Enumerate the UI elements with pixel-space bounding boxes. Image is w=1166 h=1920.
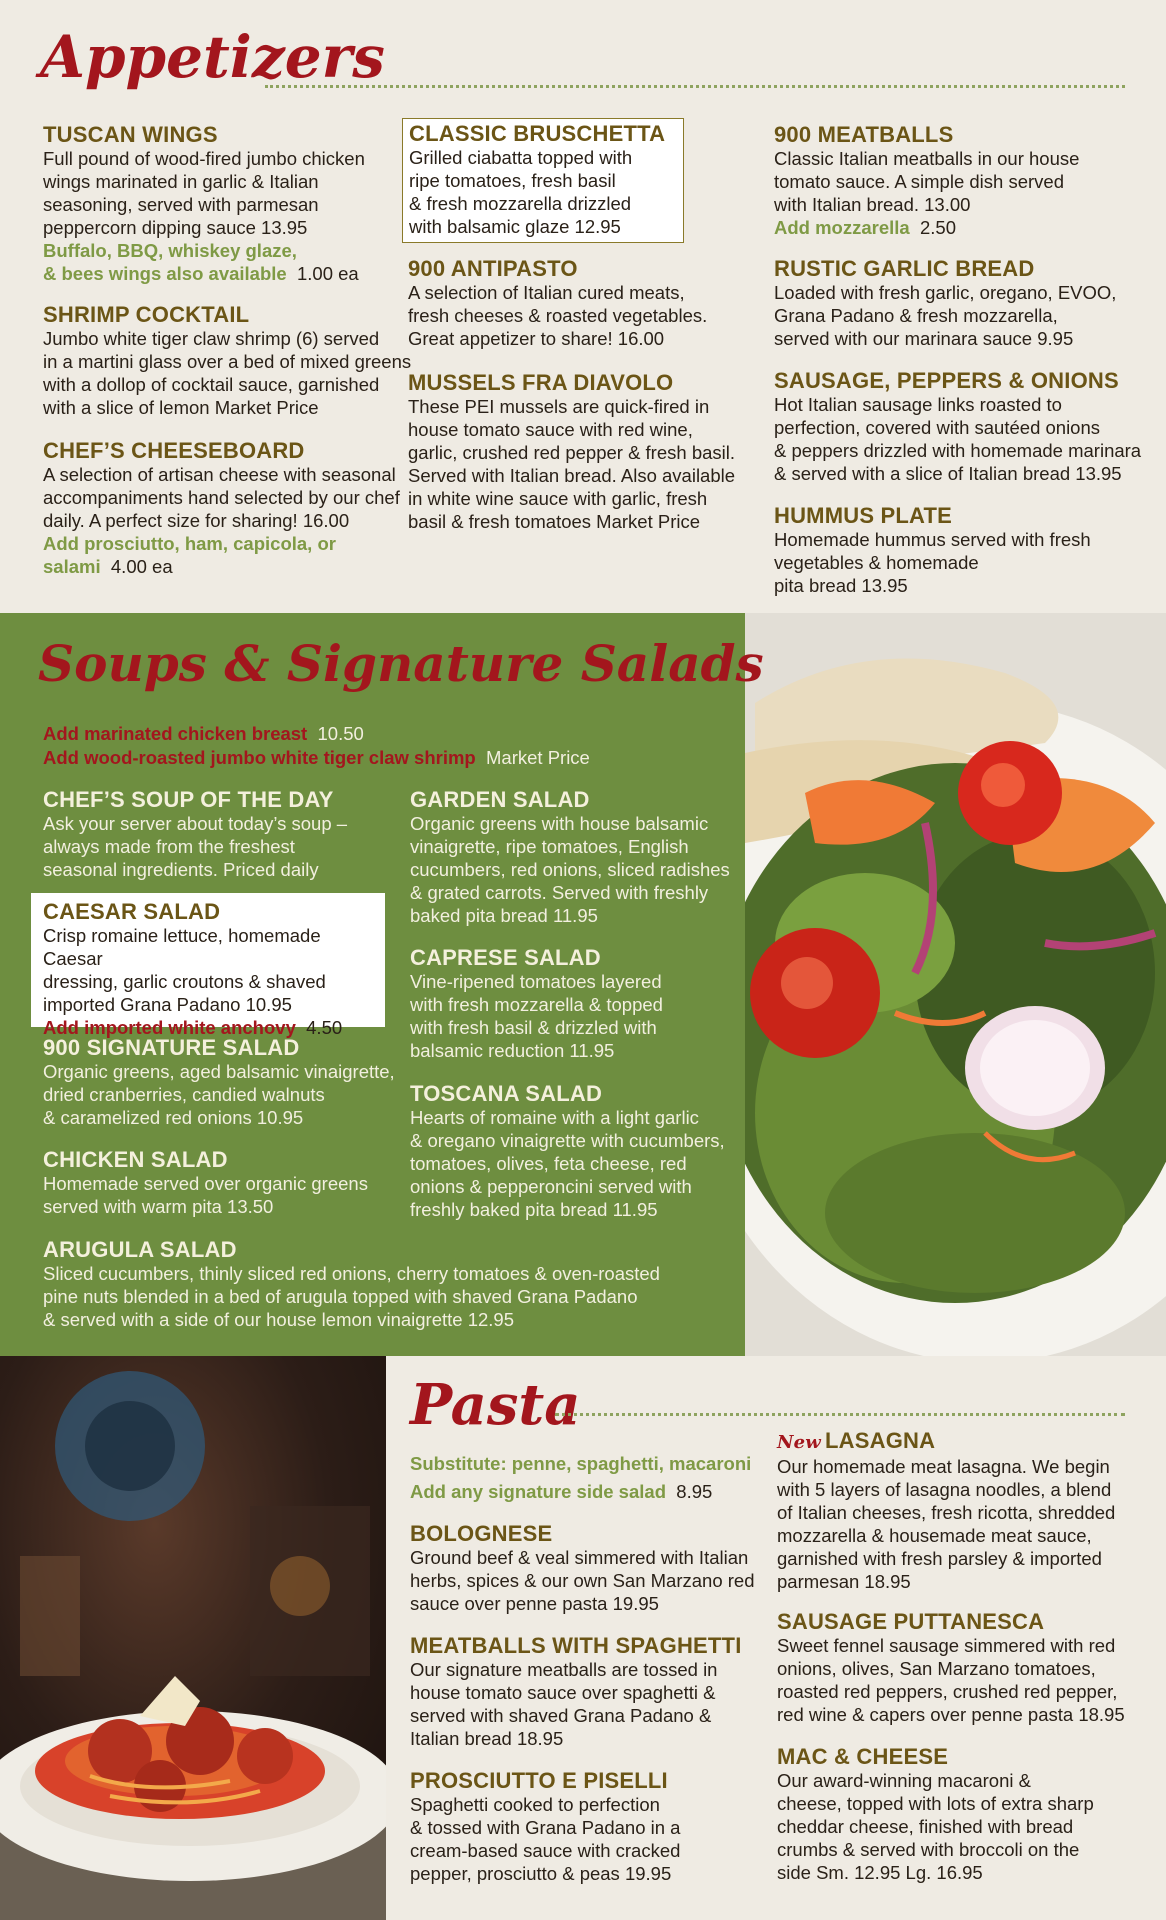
item-title: CHEF’S SOUP OF THE DAY: [43, 787, 334, 812]
item-title: CAESAR SALAD: [43, 899, 221, 924]
item-description: Homemade hummus served with fresh vegetables & homemade pita bread 13.95: [774, 529, 1091, 596]
item-title: SAUSAGE PUTTANESCA: [777, 1609, 1045, 1634]
item-description: Vine-ripened tomatoes layered with fresh mozzarella & topped with fresh basil & drizzled with balsamic reduction 11.95: [410, 971, 663, 1061]
item-title: HUMMUS PLATE: [774, 503, 952, 528]
appetizers-heading: Appetizers: [40, 23, 385, 91]
item-title: MUSSELS FRA DIAVOLO: [408, 370, 674, 395]
item-addon: Add prosciutto, ham, capicola, or salami: [43, 533, 336, 577]
item-description: Ground beef & veal simmered with Italian herbs, spices & our own San Marzano red sauce over penne pasta 19.95: [410, 1547, 755, 1614]
item-title: MEATBALLS WITH SPAGHETTI: [410, 1633, 742, 1658]
item-description: Our signature meatballs are tossed in house tomato sauce over spaghetti & served with shaved Grana Padano & Italian bread 18.95: [410, 1659, 718, 1749]
item-description: Crisp romaine lettuce, homemade Caesar dressing, garlic croutons & shaved imported Grana Padano 10.95: [43, 925, 326, 1015]
item-description: Full pound of wood-fired jumbo chicken wings marinated in garlic & Italian seasoning, served with parmesan peppercorn dipping sauce 13.95: [43, 148, 365, 238]
item-title: PROSCIUTTO E PISELLI: [410, 1768, 668, 1793]
item-addon: Add mozzarella: [774, 217, 910, 238]
menu-item-arugula-salad: [43, 1237, 660, 1331]
item-description: Hot Italian sausage links roasted to perfection, covered with sautéed onions & peppers drizzled with homemade marinara & served with a slice of Italian bread 13.95: [774, 394, 1142, 484]
item-title: CLASSIC BRUSCHETTA: [409, 121, 666, 146]
menu-item-900-signature-salad: [43, 1035, 395, 1129]
menu-item-900-antipasto: [408, 256, 707, 350]
menu-item-sausage-puttanesca: [777, 1609, 1125, 1726]
item-description: Grilled ciabatta topped with ripe tomatoes, fresh basil & fresh mozzarella drizzled with balsamic glaze 12.95: [409, 147, 633, 237]
item-description: A selection of Italian cured meats, fresh cheeses & roasted vegetables. Great appetizer to share! 16.00: [408, 282, 708, 349]
menu-item-prosciutto-piselli: [410, 1768, 680, 1885]
divider-dots: [555, 1413, 1125, 1416]
soups-salads-heading: Soups & Signature Salads: [38, 634, 764, 693]
menu-item-900-meatballs: [774, 122, 1079, 239]
menu-item-chefs-soup: [43, 787, 347, 881]
item-description: Our homemade meat lasagna. We begin with 5 layers of lasagna noodles, a blend of Italian cheeses, fresh ricotta, shredded mozzarella & housemade meat sauce, garnished with fresh parsley & imported parmesan 18.95: [777, 1456, 1116, 1592]
item-title: CAPRESE SALAD: [410, 945, 601, 970]
menu-item-garden-salad: [410, 787, 730, 927]
salad-photo: [745, 613, 1166, 1356]
item-description: Organic greens with house balsamic vinaigrette, ripe tomatoes, English cucumbers, red onions, sliced radishes & grated carrots. Served with freshly baked pita bread 11.95: [410, 813, 730, 926]
item-description: Homemade served over organic greens served with warm pita 13.50: [43, 1173, 368, 1217]
item-description: Our award-winning macaroni & cheese, topped with lots of extra sharp cheddar cheese, finished with bread crumbs & served with broccoli on the side Sm. 12.95 Lg. 16.95: [777, 1770, 1094, 1883]
item-description: Classic Italian meatballs in our house tomato sauce. A simple dish served with Italian bread. 13.00: [774, 148, 1080, 215]
pasta-add-salad-note: Add any signature side salad 8.95: [410, 1481, 713, 1502]
menu-item-mussels-fra-diavolo: [408, 370, 735, 533]
item-title: 900 ANTIPASTO: [408, 256, 578, 281]
item-title: SHRIMP COCKTAIL: [43, 302, 250, 327]
menu-item-chefs-cheeseboard: [43, 438, 400, 578]
item-description: Loaded with fresh garlic, oregano, EVOO, Grana Padano & fresh mozzarella, served with our marinara sauce 9.95: [774, 282, 1117, 349]
item-title: ARUGULA SALAD: [43, 1237, 237, 1262]
pasta-substitute-note: Substitute: penne, spaghetti, macaroni: [410, 1453, 752, 1474]
item-title: 900 MEATBALLS: [774, 122, 954, 147]
item-addon-price: 2.50: [919, 217, 956, 238]
menu-item-lasagna: [777, 1428, 1115, 1593]
menu-item-hummus-plate: [774, 503, 1091, 597]
item-title: RUSTIC GARLIC BREAD: [774, 256, 1035, 281]
menu-item-chicken-salad: [43, 1147, 368, 1218]
divider-dots: [265, 85, 1125, 88]
item-addon: Add imported white anchovy: [43, 1017, 296, 1038]
item-addon-price: 1.00 ea: [296, 263, 359, 284]
item-title: MAC & CHEESE: [777, 1744, 949, 1769]
menu-item-shrimp-cocktail: [43, 302, 411, 419]
item-title: New LASAGNA: [777, 1428, 936, 1453]
menu-item-toscana-salad: [410, 1081, 725, 1221]
item-description: Ask your server about today’s soup – always made from the freshest seasonal ingredients. Priced daily: [43, 813, 348, 880]
item-description: Hearts of romaine with a light garlic & oregano vinaigrette with cucumbers, tomatoes, olives, feta cheese, red onions & pepperoncini served with freshly baked pita bread 11.95: [410, 1107, 725, 1220]
item-title: CHEF’S CHEESEBOARD: [43, 438, 305, 463]
item-addon: Buffalo, BBQ, whiskey glaze, & bees wings also available: [43, 240, 297, 284]
pasta-heading: Pasta: [410, 1372, 581, 1438]
soups-addon-line-1: Add marinated chicken breast 10.50: [43, 723, 364, 744]
menu-item-sausage-peppers-onions: [774, 368, 1141, 485]
menu-item-meatballs-spaghetti: [410, 1633, 742, 1750]
item-addon-price: 4.00 ea: [110, 556, 173, 577]
new-badge: New: [777, 1432, 822, 1453]
item-title: TUSCAN WINGS: [43, 122, 218, 147]
item-title: SAUSAGE, PEPPERS & ONIONS: [774, 368, 1119, 393]
menu-item-tuscan-wings: [43, 122, 365, 285]
item-description: A selection of artisan cheese with seasonal accompaniments hand selected by our chef daily. A perfect size for sharing! 16.00: [43, 464, 400, 531]
item-description: Sweet fennel sausage simmered with red onions, olives, San Marzano tomatoes, roasted red peppers, crushed red pepper, red wine & capers over penne pasta 18.95: [777, 1635, 1125, 1725]
pasta-photo: [0, 1356, 386, 1920]
menu-item-mac-cheese: [777, 1744, 1094, 1884]
menu-item-caprese-salad: [410, 945, 663, 1062]
soups-addon-line-2: Add wood-roasted jumbo white tiger claw shrimp Market Price: [43, 747, 590, 768]
item-description: Sliced cucumbers, thinly sliced red onions, cherry tomatoes & oven-roasted pine nuts blended in a bed of arugula topped with shaved Grana Padano & served with a side of our house lemon vinaigrette 12.95: [43, 1263, 660, 1330]
item-description: These PEI mussels are quick-fired in house tomato sauce with red wine, garlic, crushed red pepper & fresh basil. Served with Italian bread. Also available in white wine sauce with garlic, fresh basil & fresh tomatoes Market Price: [408, 396, 736, 532]
menu-item-bolognese: [410, 1521, 754, 1615]
item-description: Spaghetti cooked to perfection & tossed with Grana Padano in a cream-based sauce with cracked pepper, prosciutto & peas 19.95: [410, 1794, 681, 1884]
menu-item-rustic-garlic-bread: [774, 256, 1116, 350]
item-title: CHICKEN SALAD: [43, 1147, 228, 1172]
item-description: Organic greens, aged balsamic vinaigrette, dried cranberries, candied walnuts & caramelized red onions 10.95: [43, 1061, 395, 1128]
item-title: 900 SIGNATURE SALAD: [43, 1035, 300, 1060]
item-description: Jumbo white tiger claw shrimp (6) served in a martini glass over a bed of mixed greens with a dollop of cocktail sauce, garnished with a slice of lemon Market Price: [43, 328, 412, 418]
item-title: GARDEN SALAD: [410, 787, 590, 812]
item-title: TOSCANA SALAD: [410, 1081, 603, 1106]
item-title: BOLOGNESE: [410, 1521, 553, 1546]
menu-item-classic-bruschetta: [402, 118, 684, 243]
menu-item-caesar-salad: [31, 893, 385, 1038]
item-addon-price: 4.50: [306, 1017, 343, 1038]
